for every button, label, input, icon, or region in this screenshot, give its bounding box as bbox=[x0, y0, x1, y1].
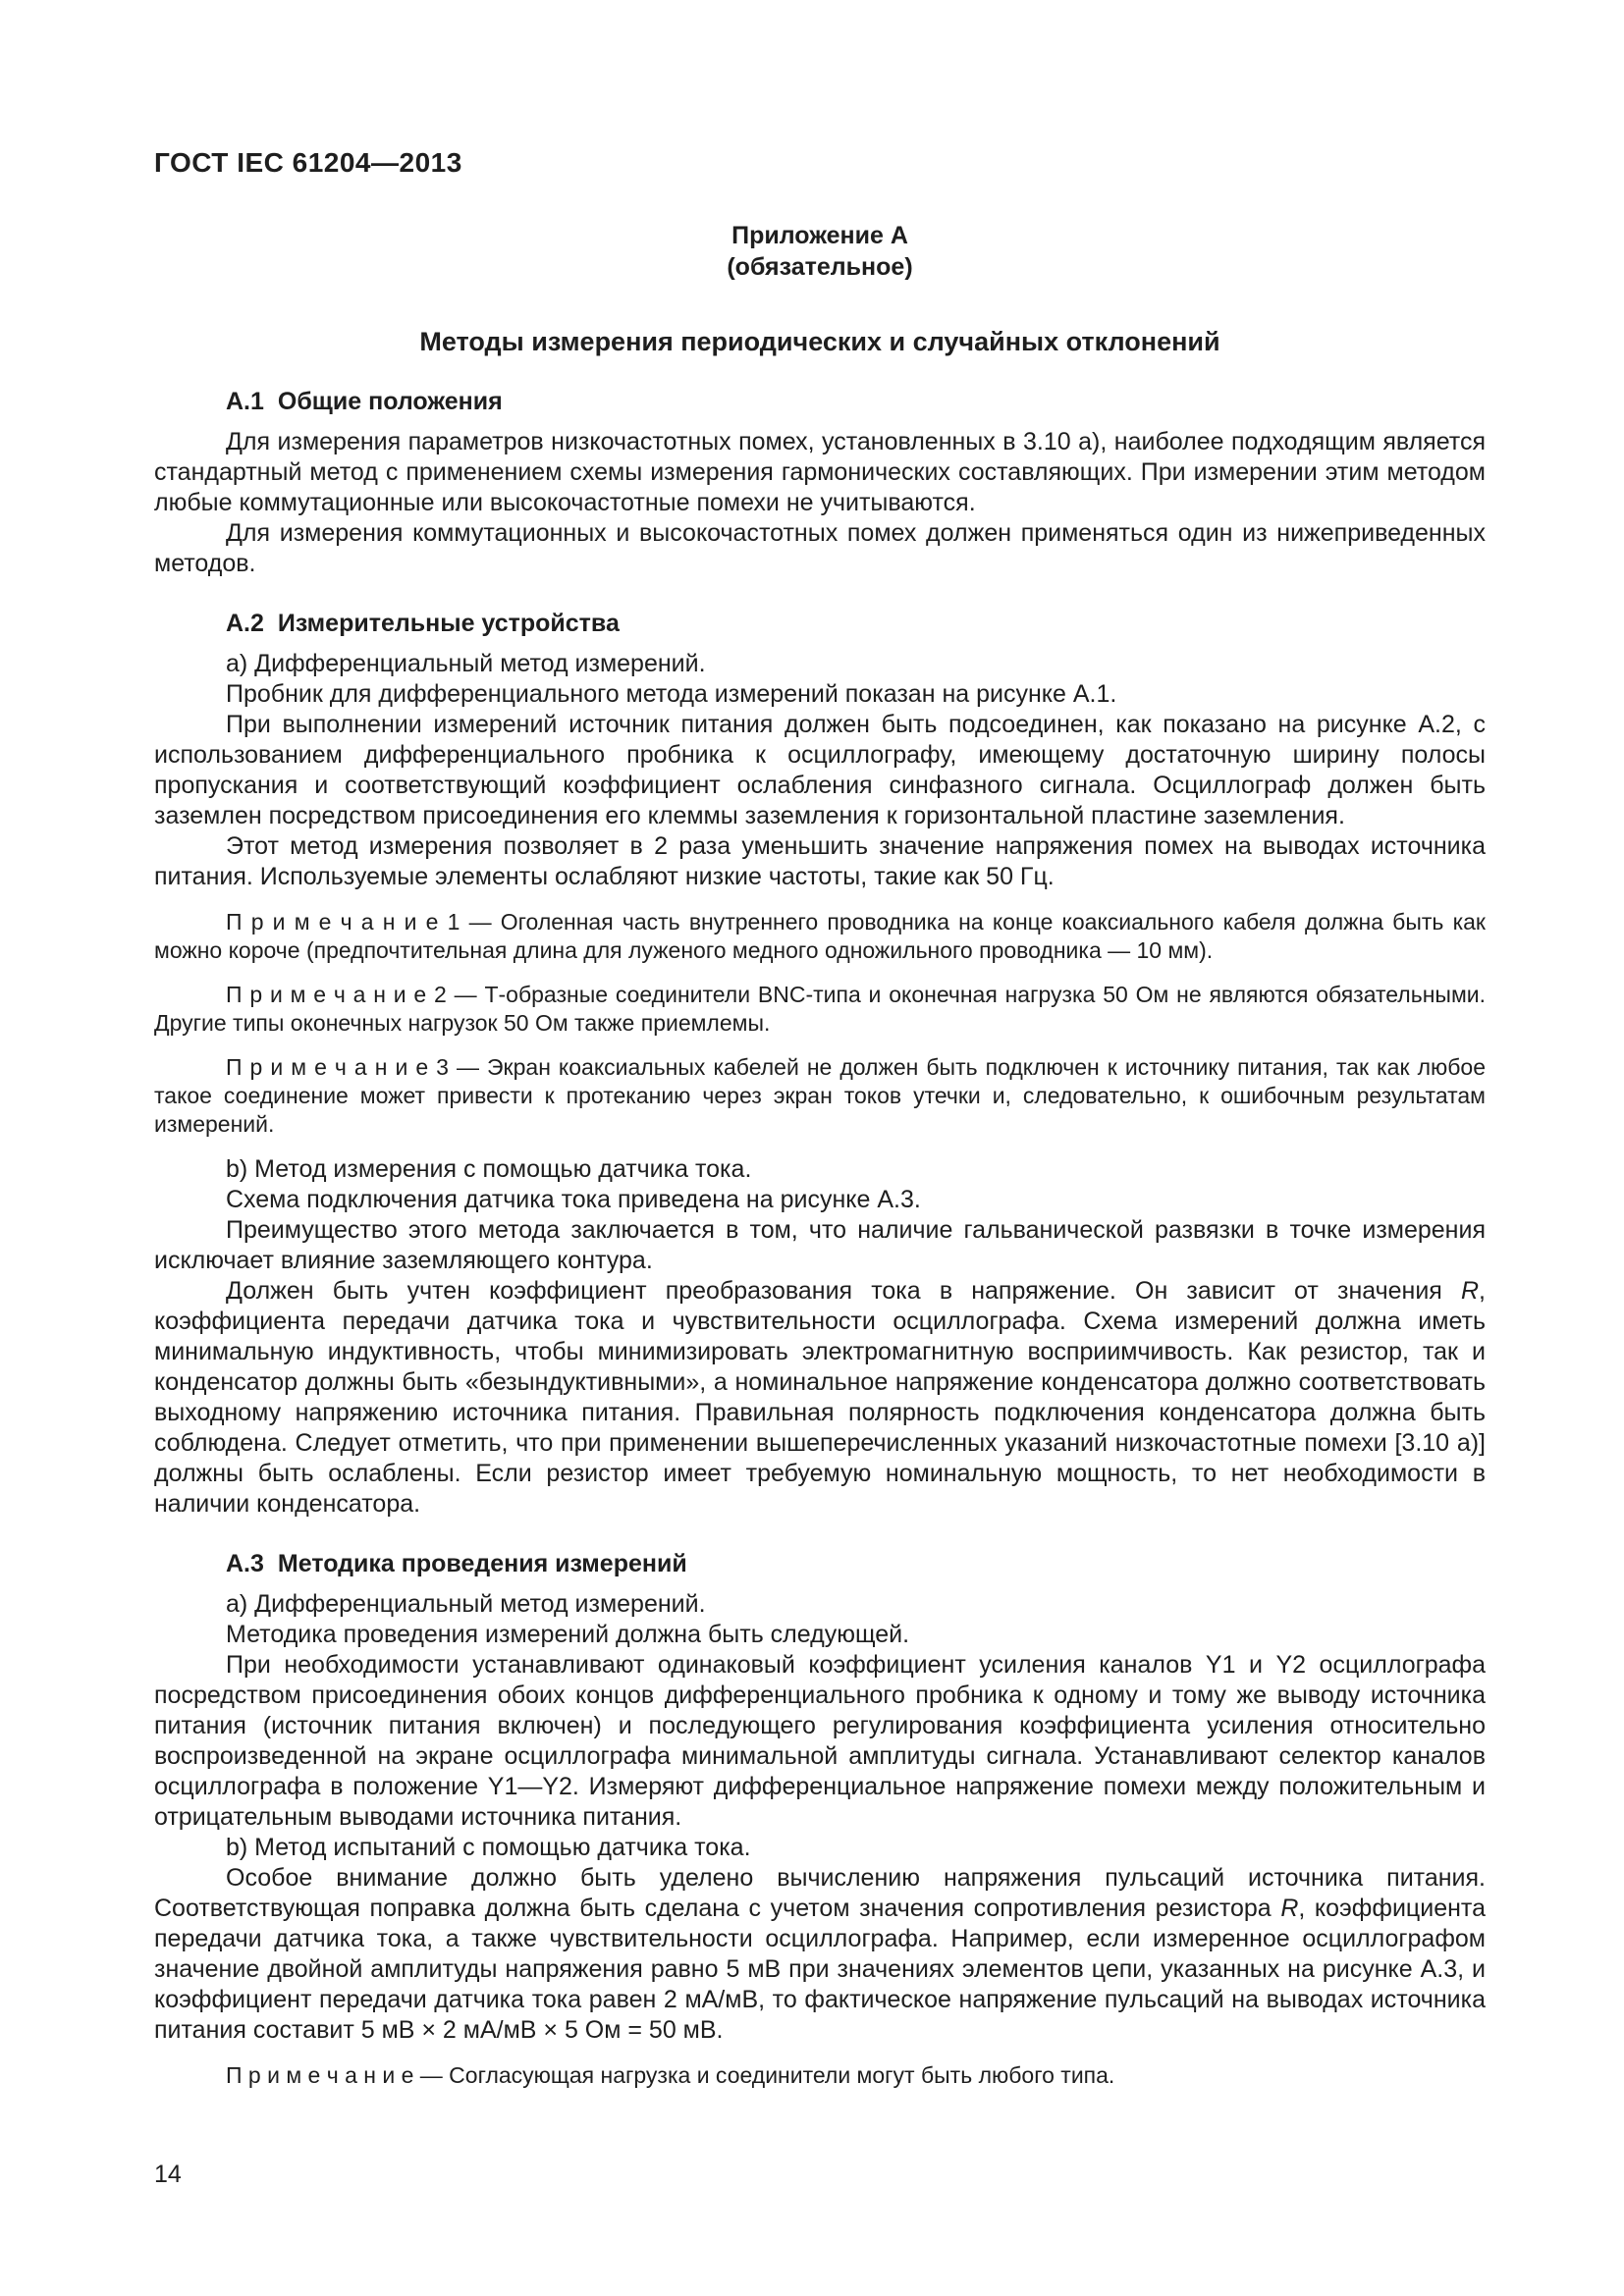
paragraph-a3-p3 bbox=[154, 1863, 1486, 2046]
paragraph-text: Особое внимание должно быть уделено вычислению напряжения пульсаций источника питания. Соответствующая поправка должна быть сделана с учетом значения сопротивления резистора bbox=[154, 1864, 1486, 1922]
section-number: А.3 bbox=[226, 1550, 264, 1577]
list-item-a2-b: b) Метод измерения с помощью датчика тока. bbox=[226, 1155, 752, 1183]
page-content bbox=[154, 147, 1486, 2106]
section-number: А.1 bbox=[226, 388, 264, 415]
paragraph-a2-p4: Схема подключения датчика тока приведена на рисунке А.3. bbox=[226, 1186, 921, 1213]
note-1: П р и м е ч а н и е 1 — Оголенная часть внутреннего проводника на конце коаксиального кабеля должна быть как можно короче (предпочтительная длина для луженого медного одножильного проводника — 10 мм). bbox=[154, 909, 1486, 963]
section-title: Методика проведения измерений bbox=[277, 1550, 687, 1577]
variable-r: R bbox=[1280, 1895, 1299, 1922]
paragraph-text: , коэффициента передачи датчика тока, а также чувствительности осциллографа. Например, если измеренное осциллографом значение двойной амплитуды напряжения равно 5 мВ при значениях элементов цепи, указанных на рисунке А.3, и коэффициент передачи датчика тока равен 2 мА/мВ, то фактическое напряжение пульсаций на выводах источника питания составит 5 мВ × 2 мА/мВ × 5 Ом = 50 мВ. bbox=[154, 1895, 1486, 2044]
section-heading-a3 bbox=[154, 1549, 1486, 1579]
paragraph-a2-p3: Этот метод измерения позволяет в 2 раза уменьшить значение напряжения помех на выводах источника питания. Используемые элементы ослабляют низкие частоты, такие как 50 Гц. bbox=[154, 832, 1486, 890]
note-3: П р и м е ч а н и е 3 — Экран коаксиальных кабелей не должен быть подключен к источнику питания, так как любое такое соединение может привести к протеканию через экран токов утечки и, следовательно, к ошибочным результатам измерений. bbox=[154, 1054, 1486, 1137]
section-heading-a1 bbox=[154, 387, 1486, 417]
list-item-a3-a: a) Дифференциальный метод измерений. bbox=[226, 1590, 706, 1618]
note-2: П р и м е ч а н и е 2 — Т-образные соединители BNC-типа и оконечная нагрузка 50 Ом не являются обязательными. Другие типы оконечных нагрузок 50 Ом также приемлемы. bbox=[154, 982, 1486, 1036]
paragraph-a3-p1: Методика проведения измерений должна быть следующей. bbox=[226, 1621, 910, 1648]
paragraph-a2-p5: Преимущество этого метода заключается в том, что наличие гальванической развязки в точке измерения исключает влияние заземляющего контура. bbox=[154, 1216, 1486, 1274]
list-item-a2-a: a) Дифференциальный метод измерений. bbox=[226, 650, 706, 677]
variable-r: R bbox=[1460, 1277, 1480, 1305]
page-number: 14 bbox=[154, 2161, 182, 2188]
section-heading-a2 bbox=[154, 609, 1486, 639]
section-title: Измерительные устройства bbox=[277, 610, 620, 637]
paragraph-a3-p2: При необходимости устанавливают одинаковый коэффициент усиления каналов Y1 и Y2 осциллографа посредством присоединения обоих концов дифференциального пробника к одному и тому же выводу источника питания (источник питания включен) и последующего регулирования коэффициента усиления относительно воспроизведенной на экране осциллографа минимальной амплитуды сигнала. Устанавливают селектор каналов осциллографа в положение Y1—Y2. Измеряют дифференциальное напряжение помехи между положительным и отрицательным выводами источника питания. bbox=[154, 1651, 1486, 1831]
section-title: Общие положения bbox=[277, 388, 503, 415]
annex-label: Приложение А bbox=[731, 222, 908, 249]
note-final: П р и м е ч а н и е — Согласующая нагрузка и соединители могут быть любого типа. bbox=[226, 2062, 1115, 2088]
paragraph-a1-p2: Для измерения коммутационных и высокочастотных помех должен применяться один из нижеприведенных методов. bbox=[154, 519, 1486, 577]
annex-status: (обязательное) bbox=[727, 253, 913, 281]
paragraph-a1-p1: Для измерения параметров низкочастотных помех, установленных в 3.10 а), наиболее подходящим является стандартный метод с применением схемы измерения гармонических составляющих. При измерении этим методом любые коммутационные или высокочастотные помехи не учитываются. bbox=[154, 428, 1486, 516]
paragraph-a2-p2: При выполнении измерений источник питания должен быть подсоединен, как показано на рисунке А.2, с использованием дифференциального пробника к осциллографу, имеющему достаточную ширину полосы пропускания и соответствующий коэффициент ослабления синфазного сигнала. Осциллограф должен быть заземлен посредством присоединения его клеммы заземления к горизонтальной пластине заземления. bbox=[154, 711, 1486, 829]
list-item-a3-b: b) Метод испытаний с помощью датчика тока. bbox=[226, 1834, 751, 1861]
paragraph-text: , коэффициента передачи датчика тока и чувствительности осциллографа. Схема измерений должна иметь минимальную индуктивность, чтобы минимизировать электромагнитную восприимчивость. Как резистор, так и конденсатор должны быть «безындуктивными», а номинальное напряжение конденсатора должно соответствовать выходному напряжению источника питания. Правильная полярность подключения конденсатора должна быть соблюдена. Следует отметить, что при применении вышеперечисленных указаний низкочастотные помехи [3.10 а)] должны быть ослаблены. Если резистор имеет требуемую номинальную мощность, то нет необходимости в наличии конденсатора. bbox=[154, 1277, 1486, 1518]
paragraph-a2-p6 bbox=[154, 1276, 1486, 1520]
section-number: А.2 bbox=[226, 610, 264, 637]
annex-block bbox=[154, 220, 1486, 283]
annex-title: Методы измерения периодических и случайных отклонений bbox=[419, 327, 1220, 356]
paragraph-a2-p1: Пробник для дифференциального метода измерений показан на рисунке А.1. bbox=[226, 680, 1117, 708]
doc-code-header: ГОСТ IEC 61204—2013 bbox=[154, 147, 462, 178]
paragraph-text: Должен быть учтен коэффициент преобразования тока в напряжение. Он зависит от значения bbox=[226, 1277, 1461, 1305]
